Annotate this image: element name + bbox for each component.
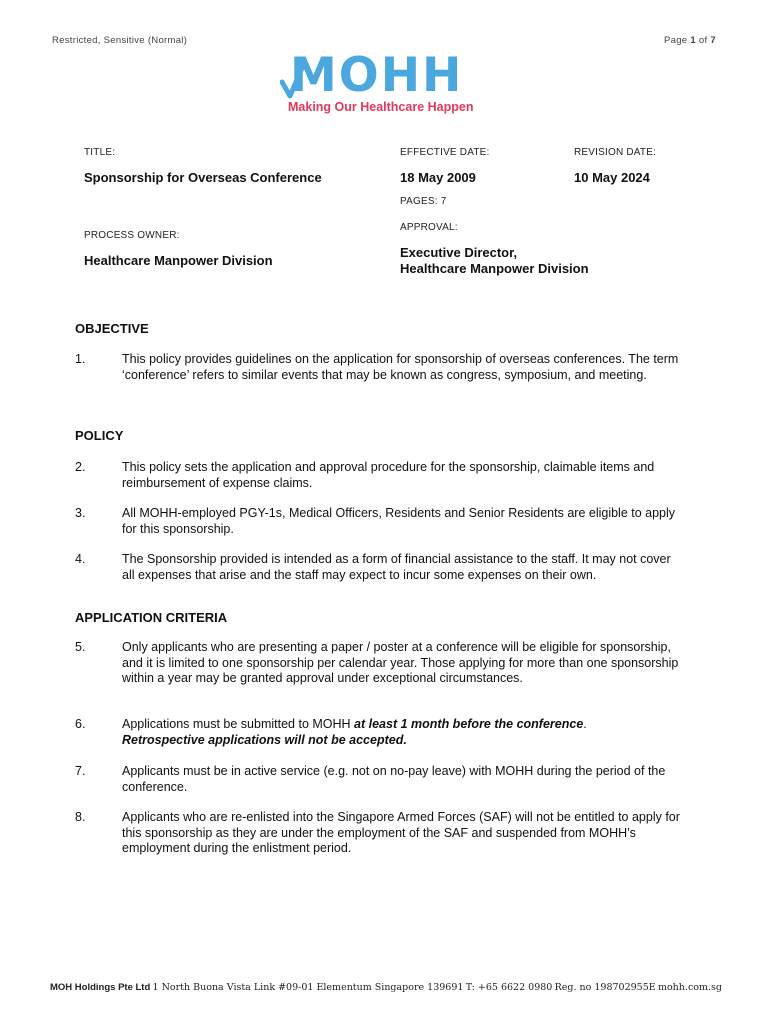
item-number: 5. <box>75 640 86 654</box>
document-title: Sponsorship for Overseas Conference <box>84 170 322 185</box>
item-text: Applicants who are re-enlisted into the Singapore Armed Forces (SAF) will not be entitled to apply for this sponsorship as they are under the employment of the SAF and suspended from MOHH’s employment during the enlistment period. <box>122 810 680 855</box>
process-owner-label: PROCESS OWNER: <box>84 230 180 241</box>
page-footer <box>50 982 722 993</box>
item-text-emphasis: at least 1 month before the conference <box>354 717 584 731</box>
revision-date-label: REVISION DATE: <box>574 147 657 158</box>
page-of: of <box>698 35 708 46</box>
item-text: The Sponsorship provided is intended as a form of financial assistance to the staff. It may not cover all expenses that arise and the staff may expect to incur some expenses on their own. <box>122 552 671 582</box>
footer-registration: Reg. no 198702955E <box>554 982 656 993</box>
pages-value: 7 <box>440 196 447 207</box>
approval-line-2: Healthcare Manpower Division <box>400 261 589 276</box>
item-text: Only applicants who are presenting a paper / poster at a conference will be eligible for sponsorship, and it is limited to one sponsorship per calendar year. Those applying for more than one sponsorship within a year may be granted approval under exceptional circumstances. <box>122 640 679 685</box>
item-text <box>122 717 682 748</box>
item-text-part: . <box>583 717 587 731</box>
pages-count <box>400 196 446 207</box>
item-text: This policy provides guidelines on the application for sponsorship of overseas conferences. The term ‘conference’ refers to similar events that may be known as congress, symposium, and meeting. <box>122 352 679 382</box>
item-text-part: Applications must be submitted to MOHH <box>122 717 355 731</box>
footer-company: MOH Holdings Pte Ltd <box>50 982 151 993</box>
logo-wordmark: MOHH <box>290 48 464 103</box>
revision-date-value: 10 May 2024 <box>574 170 650 185</box>
footer-website-link[interactable]: mohh.com.sg <box>657 982 722 993</box>
item-text: This policy sets the application and approval procedure for the sponsorship, claimable items and reimbursement of expense claims. <box>122 460 655 490</box>
page-prefix: Page <box>664 35 688 46</box>
mohh-logo <box>280 48 495 116</box>
page-indicator <box>664 35 716 46</box>
item-text: Applicants must be in active service (e.g. not on no-pay leave) with MOHH during the period of the conference. <box>122 764 666 794</box>
classification-label: Restricted, Sensitive (Normal) <box>52 35 188 46</box>
item-number: 3. <box>75 506 86 520</box>
item-number: 7. <box>75 764 86 778</box>
approval-label: APPROVAL: <box>400 222 458 233</box>
item-number: 2. <box>75 460 86 474</box>
pages-label: PAGES: <box>400 196 438 207</box>
page-total: 7 <box>710 35 716 46</box>
item-number: 4. <box>75 552 86 566</box>
footer-phone: T: +65 6622 0980 <box>465 982 553 993</box>
section-heading-policy: POLICY <box>75 428 124 443</box>
section-heading-objective: OBJECTIVE <box>75 321 149 336</box>
footer-address: 1 North Buona Vista Link #09-01 Elementum Singapore 139691 <box>152 982 464 993</box>
item-number: 6. <box>75 717 86 731</box>
section-heading-application-criteria: APPLICATION CRITERIA <box>75 610 228 625</box>
approval-line-1: Executive Director, <box>400 245 518 260</box>
title-label: TITLE: <box>84 147 116 158</box>
item-number: 1. <box>75 352 86 366</box>
approval-value <box>400 245 589 277</box>
item-number: 8. <box>75 810 86 824</box>
item-text-emphasis: Retrospective applications will not be accepted. <box>122 732 407 747</box>
page-current: 1 <box>690 35 696 46</box>
logo-tagline: Making Our Healthcare Happen <box>288 100 474 114</box>
effective-date-label: EFFECTIVE DATE: <box>400 147 490 158</box>
process-owner-value: Healthcare Manpower Division <box>84 253 273 268</box>
item-text: All MOHH-employed PGY-1s, Medical Officers, Residents and Senior Residents are eligible to apply for this sponsorship. <box>122 506 676 536</box>
effective-date-value: 18 May 2009 <box>400 170 476 185</box>
